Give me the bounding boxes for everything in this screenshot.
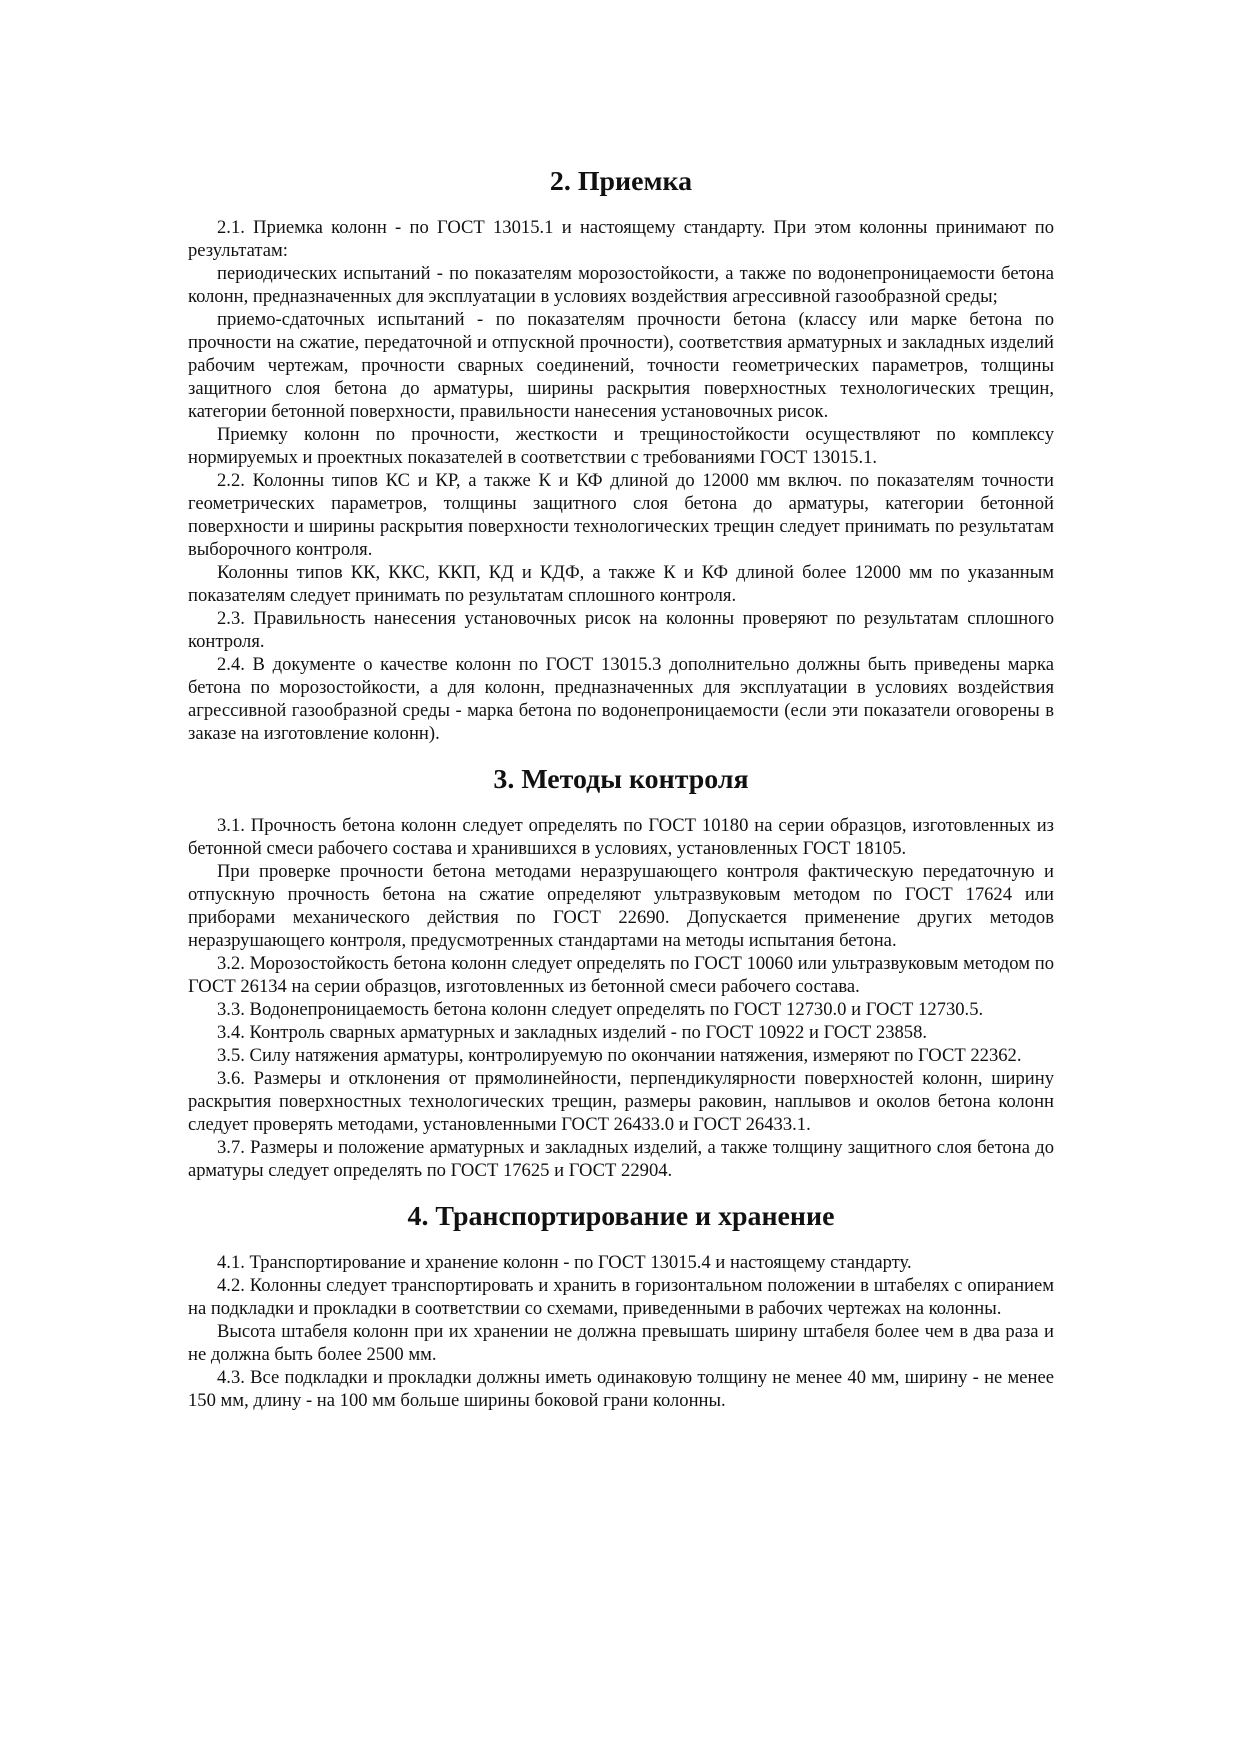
paragraph: 2.1. Приемка колонн - по ГОСТ 13015.1 и настоящему стандарту. При этом колонны принимают по результатам: [188, 217, 1054, 261]
paragraph: Приемку колонн по прочности, жесткости и трещиностойкости осуществляют по комплексу нормируемых и проектных показателей в соответствии с требованиями ГОСТ 13015.1. [188, 424, 1054, 468]
paragraph: Колонны типов КК, ККС, ККП, КД и КДФ, а также К и КФ длиной более 12000 мм по указанным показателям следует принимать по результатам сплошного контроля. [188, 562, 1054, 606]
paragraph: 3.5. Силу натяжения арматуры, контролируемую по окончании натяжения, измеряют по ГОСТ 22362. [217, 1045, 1022, 1066]
paragraph: 4.3. Все подкладки и прокладки должны иметь одинаковую толщину не менее 40 мм, ширину - не менее 150 мм, длину - на 100 мм больше ширины боковой грани колонны. [188, 1367, 1054, 1411]
section-heading-transport-storage: 4. Транспортирование и хранение [407, 1201, 835, 1232]
section-acceptance [188, 216, 1054, 745]
paragraph: 3.7. Размеры и положение арматурных и закладных изделий, а также толщину защитного слоя бетона до арматуры следует определять по ГОСТ 17625 и ГОСТ 22904. [188, 1137, 1054, 1181]
paragraph: 3.4. Контроль сварных арматурных и закладных изделий - по ГОСТ 10922 и ГОСТ 23858. [217, 1022, 928, 1043]
paragraph: приемо-сдаточных испытаний - по показателям прочности бетона (классу или марке бетона по прочности на сжатие, передаточной и отпускной прочности), соответствия арматурных и закладных изделий рабочим чертежам, прочности сварных соединений, точности геометрических параметров, толщины защитного слоя бетона до арматуры, ширины раскрытия поверхностных технологических трещин, категории бетонной поверхности, правильности нанесения установочных рисок. [188, 309, 1054, 422]
paragraph: 3.6. Размеры и отклонения от прямолинейности, перпендикулярности поверхностей колонн, ширину раскрытия поверхностных технологических трещин, размеры раковин, наплывов и околов бетона колонн следует проверять методами, установленными ГОСТ 26433.0 и ГОСТ 26433.1. [188, 1068, 1054, 1135]
section-control-methods [188, 814, 1054, 1182]
paragraph: 3.2. Морозостойкость бетона колонн следует определять по ГОСТ 10060 или ультразвуковым методом по ГОСТ 26134 на серии образцов, изготовленных из бетонной смеси рабочего состава. [188, 953, 1054, 997]
paragraph: 2.3. Правильность нанесения установочных рисок на колонны проверяют по результатам сплошного контроля. [188, 608, 1054, 652]
paragraph: 2.2. Колонны типов КС и КР, а также К и КФ длиной до 12000 мм включ. по показателям точности геометрических параметров, толщины защитного слоя бетона до арматуры, категории бетонной поверхности и ширины раскрытия поверхности технологических трещин следует принимать по результатам выборочного контроля. [188, 470, 1054, 560]
paragraph: 4.2. Колонны следует транспортировать и хранить в горизонтальном положении в штабелях с опиранием на подкладки и прокладки в соответствии со схемами, приведенными в рабочих чертежах на колонны. [188, 1275, 1054, 1319]
document-page [188, 166, 1054, 1412]
section-heading-acceptance: 2. Приемка [549, 166, 693, 197]
paragraph: 4.1. Транспортирование и хранение колонн - по ГОСТ 13015.4 и настоящему стандарту. [217, 1252, 912, 1273]
section-heading-control-methods: 3. Методы контроля [493, 764, 749, 795]
paragraph: 3.3. Водонепроницаемость бетона колонн следует определять по ГОСТ 12730.0 и ГОСТ 12730.5. [217, 999, 984, 1020]
paragraph: Высота штабеля колонн при их хранении не должна превышать ширину штабеля более чем в два раза и не должна быть более 2500 мм. [188, 1321, 1054, 1365]
paragraph: 3.1. Прочность бетона колонн следует определять по ГОСТ 10180 на серии образцов, изготовленных из бетонной смеси рабочего состава и хранившихся в условиях, установленных ГОСТ 18105. [188, 815, 1054, 859]
paragraph: При проверке прочности бетона методами неразрушающего контроля фактическую передаточную и отпускную прочность бетона на сжатие определяют ультразвуковым методом по ГОСТ 17624 или приборами механического действия по ГОСТ 22690. Допускается применение других методов неразрушающего контроля, предусмотренных стандартами на методы испытания бетона. [188, 861, 1054, 951]
paragraph: периодических испытаний - по показателям морозостойкости, а также по водонепроницаемости бетона колонн, предназначенных для эксплуатации в условиях воздействия агрессивной газообразной среды; [188, 263, 1054, 307]
paragraph: 2.4. В документе о качестве колонн по ГОСТ 13015.3 дополнительно должны быть приведены марка бетона по морозостойкости, а для колонн, предназначенных для эксплуатации в условиях воздействия агрессивной газообразной среды - марка бетона по водонепроницаемости (если эти показатели оговорены в заказе на изготовление колонн). [188, 654, 1054, 744]
section-transport-storage [188, 1251, 1054, 1412]
